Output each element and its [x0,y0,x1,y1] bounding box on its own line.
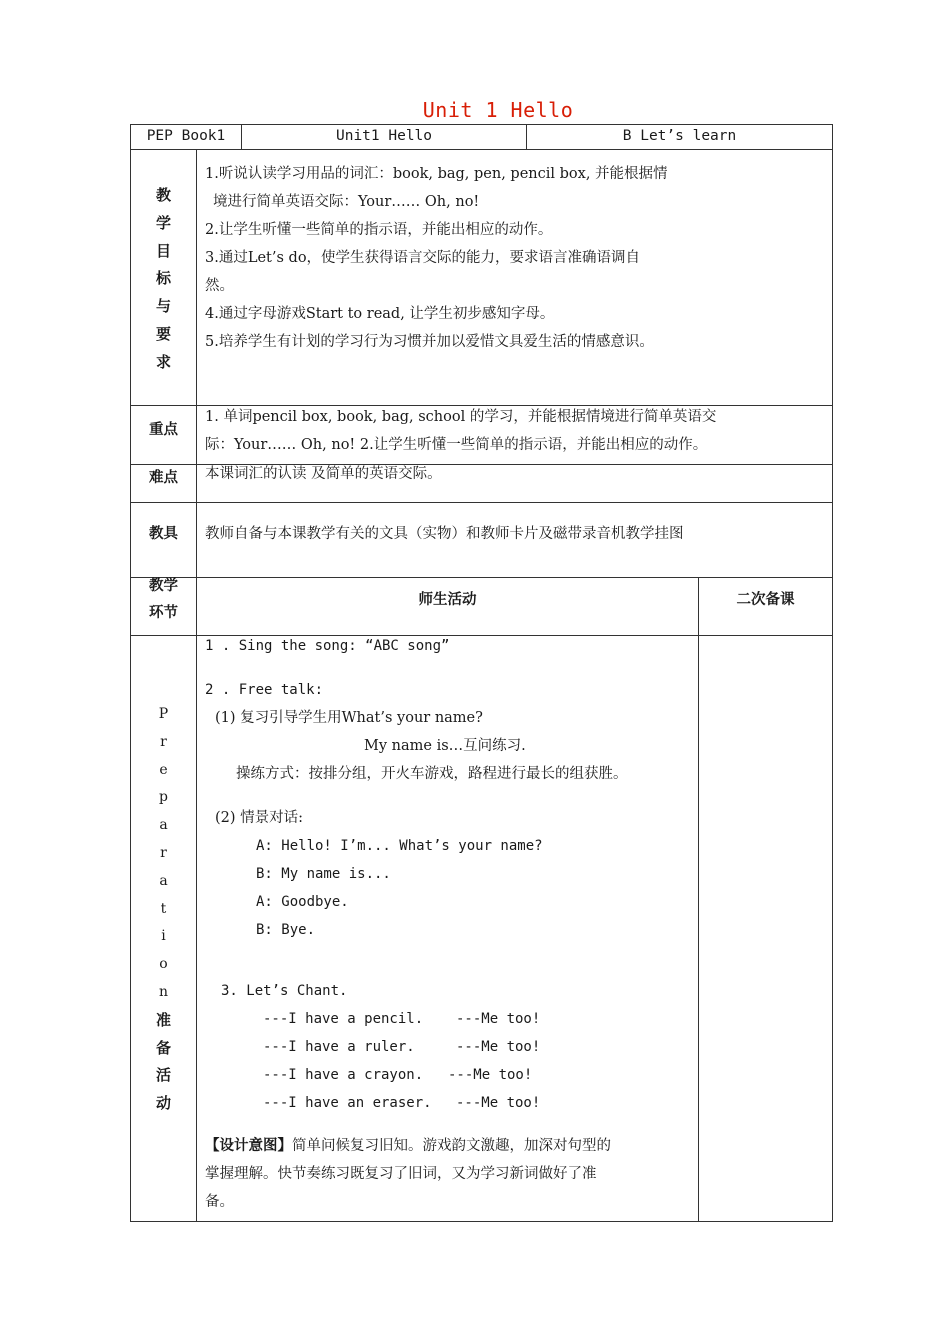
table-border-bottom [130,1221,833,1222]
chant-line: ---I have an eraser. [263,1095,432,1111]
design-intent-label: 【设计意图】 [205,1138,292,1154]
design-intent [205,1132,611,1160]
page-title: Unit 1 Hello [422,98,574,122]
goal-line: 4.通过字母游戏Start to read, 让学生初步感知字母。 [205,306,555,322]
design-intent-line: 备。 [205,1194,234,1210]
process-label-line2: 环节 [149,605,178,621]
header-unit: Unit1 Hello [335,128,433,144]
goal-line: 然。 [205,278,234,294]
dialogue-title: (2) 情景对话: [215,810,304,826]
goal-line: 境进行简单英语交际：Your…… Oh, no! [213,194,480,210]
header-section: B Let’s learn [622,128,737,144]
difficulties-label: 难点 [149,470,178,486]
chant-line: ---I have a ruler. [263,1039,415,1055]
table-rule [130,577,833,578]
design-intent-line: 掌握理解。快节奏练习既复习了旧词，又为学习新词做好了准 [205,1166,597,1182]
materials-text: 教师自备与本课教学有关的文具（实物）和教师卡片及磁带录音机教学挂图 [205,526,684,542]
chant-line: ---I have a pencil. [263,1011,424,1027]
song-line: 1 . Sing the song: “ABC song” [205,638,450,654]
dialogue-line: B: Bye. [256,922,316,938]
process-label-line1: 教学 [149,578,178,594]
chant-reply: ---Me too! [456,1011,541,1027]
key-points-line: 际：Your…… Oh, no! 2.让学生听懂一些简单的指示语，并能出相应的动作。 [205,437,708,453]
chant-reply: ---Me too! [448,1067,533,1083]
activities-header: 师生活动 [418,592,477,608]
design-intent-text: 简单问候复习旧知。游戏韵文激趣，加深对句型的 [292,1138,611,1154]
goal-line: 2.让学生听懂一些简单的指示语，并能出相应的动作。 [205,222,553,238]
goal-line: 5.培养学生有计划的学习行为习惯并加以爱惜文具爱生活的情感意识。 [205,334,654,350]
review-line: (1) 复习引导学生用What’s your name? [215,710,483,726]
dialogue-line: B: My name is... [256,866,391,882]
table-rule [130,149,833,150]
chant-line: ---I have a crayon. [263,1067,424,1083]
chant-reply: ---Me too! [456,1095,541,1111]
free-talk-line: 2 . Free talk: [205,682,324,698]
chant-reply: ---Me too! [456,1039,541,1055]
header-book: PEP Book1 [146,128,226,144]
materials-label: 教具 [149,526,178,542]
goal-line: 3.通过Let’s do，使学生获得语言交际的能力，要求语言准确语调自 [205,250,641,266]
second-prep-header: 二次备课 [736,592,795,608]
goals-label: 教 学 目 标 与 要 求 [155,186,171,371]
preparation-label: P r e p a r a t i o n 准 备 活 动 [155,706,171,1113]
key-points-label: 重点 [149,422,178,438]
chant-title: 3. Let’s Chant. [221,983,348,999]
key-points-line: 1. 单词pencil box, book, bag, school 的学习，并能根据情境进行简单英语交 [205,409,717,425]
goal-line: 1.听说认读学习用品的词汇：book, bag, pen, pencil box, 并能根据情 [205,166,668,182]
review-line: My name is…互问练习. [364,738,526,754]
dialogue-line: A: Goodbye. [256,894,349,910]
table-border-right [832,124,833,1222]
difficulties-text: 本课词汇的认读 及简单的英语交际。 [205,466,442,482]
table-rule [698,577,699,1222]
drill-line: 操练方式：按排分组，开火车游戏，路程进行最长的组获胜。 [236,766,628,782]
table-border-top [130,124,833,125]
table-rule [130,502,833,503]
dialogue-line: A: Hello! I’m... What’s your name? [256,838,543,854]
table-rule [196,149,197,1222]
